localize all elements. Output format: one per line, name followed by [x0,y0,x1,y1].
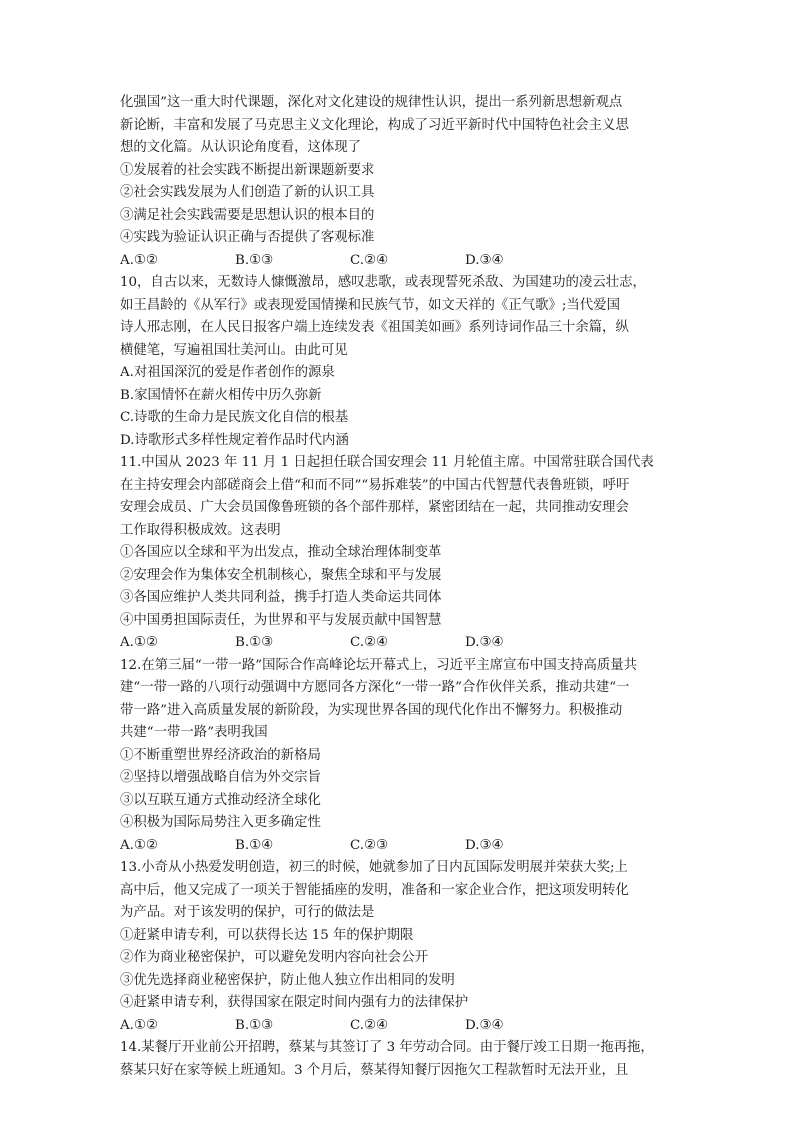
question-stem-line: 10，自古以来，无数诗人慷慨激昂，感叹悲歌，或表现誓死杀敌、为国建功的凌云壮志， [120,275,646,290]
question-stem-line: 想的文化篇。从认识论角度看，这体现了 [120,140,362,155]
question-stem-line: 安理会成员、广大会员国像鲁班锁的各个部件那样，紧密团结在一起，共同推动安理会 [120,500,629,515]
question-9 [120,92,680,272]
answer-options [120,1015,680,1038]
option-d: D.③④ [465,837,504,853]
answer-options [120,250,680,273]
question-stem-line: 高中后，他又完成了一项关于智能插座的发明，准备和一家企业合作，把这项发明转化 [120,882,629,898]
statement-item: ③各国应维护人类共同利益，携手打造人类命运共同体 [120,590,442,605]
question-11 [120,452,680,655]
statement-item: ③满足社会实践需要是思想认识的根本目的 [120,207,375,223]
question-stem-line: 共建“一带一路”表明我国 [120,725,268,740]
choice-b: B.家国情怀在薪火相传中历久弥新 [120,387,322,403]
statement-item: ④赶紧申请专利，获得国家在限定时间内强有力的法律保护 [120,995,469,1010]
question-stem-line: 11.中国从 2023 年 11 月 1 日起担任联合国安理会 11 月轮值主席。中国常驻联合国代表 [120,455,654,470]
question-stem-line: 在主持安理会内部磋商会上借“和而不同”“易拆难装”的中国古代智慧代表鲁班锁，呼吁 [120,477,630,493]
statement-item: ①发展着的社会实践不断提出新课题新要求 [120,162,375,178]
statement-item: ②安理会作为集体安全机制核心，聚焦全球和平与发展 [120,567,442,583]
question-stem-line: 工作取得积极成效。这表明 [120,522,281,538]
question-10 [120,272,680,452]
question-stem-line: 14.某餐厅开业前公开招聘，蔡某与其签订了 3 年劳动合同。由于餐厅竣工日期一拖再拖， [120,1040,654,1055]
option-a: A.①② [120,837,158,853]
option-c: C.②③ [350,837,389,853]
statement-item: ①赶紧申请专利，可以获得长达 15 年的保护期限 [120,927,414,943]
question-stem-line: 新论断，丰富和发展了马克思主义文化理论，构成了习近平新时代中国特色社会主义思 [120,117,629,133]
option-d: D.③④ [465,252,504,268]
option-c: C.②④ [350,635,389,650]
question-12 [120,655,680,858]
question-stem-line: 蔡某只好在家等候上班通知。3 个月后，蔡某得知餐厅因拖欠工程款暂时无法开业，且 [120,1062,629,1078]
statement-item: ②坚持以增强战略自信为外交宗旨 [120,770,321,785]
option-b: B.①③ [235,635,274,650]
question-stem-line: 横健笔，写遍祖国壮美河山。由此可见 [120,342,348,358]
answer-options [120,632,680,655]
statement-item: ④实践为验证认识正确与否提供了客观标准 [120,230,375,245]
statement-item: ①不断重塑世界经济政治的新格局 [120,747,321,763]
option-a: A.①② [120,635,158,650]
answer-options [120,835,680,858]
question-stem-line: 化强国”这一重大时代课题，深化对文化建设的规律性认识，提出一系列新思想新观点 [120,95,623,110]
choice-c: C.诗歌的生命力是民族文化自信的根基 [120,410,349,425]
statement-item: ③优先选择商业秘密保护，防止他人独立作出相同的发明 [120,972,455,988]
exam-page [120,92,680,1082]
option-c: C.②④ [350,252,389,268]
choice-a: A.对祖国深沉的爱是作者创作的源泉 [120,365,335,380]
option-a: A.①② [120,1017,158,1033]
question-13 [120,857,680,1037]
question-14 [120,1037,680,1082]
choice-d: D.诗歌形式多样性规定着作品时代内涵 [120,432,349,448]
statement-item: ②作为商业秘密保护，可以避免发明内容向社会公开 [120,950,428,965]
question-stem-line: 建“一带一路的八项行动强调中方愿同各方深化“一带一路”合作伙伴关系，推动共建“一 [120,680,630,695]
question-stem-line: 诗人邢志刚，在人民日报客户端上连续发表《祖国美如画》系列诗词作品三十余篇，纵 [120,320,629,335]
question-stem-line: 为产品。对于该发明的保护，可行的做法是 [120,905,375,920]
option-b: B.①④ [235,837,274,853]
statement-item: ③以互联互通方式推动经济全球化 [120,792,321,808]
option-b: B.①③ [235,1017,274,1033]
option-a: A.①② [120,252,158,268]
statement-item: ④中国勇担国际责任，为世界和平与发展贡献中国智慧 [120,612,442,628]
statement-item: ②社会实践发展为人们创造了新的认识工具 [120,185,375,200]
option-d: D.③④ [465,635,504,650]
option-b: B.①③ [235,252,274,268]
statement-item: ④积极为国际局势注入更多确定性 [120,815,321,830]
question-stem-line: 12.在第三届“一带一路”国际合作高峰论坛开幕式上，习近平主席宣布中国支持高质量共 [120,657,638,673]
question-stem-line: 带一路”进入高质量发展的新阶段，为实现世界各国的现代化作出不懈努力。积极推动 [120,702,623,718]
question-stem-line: 如王昌龄的《从军行》或表现爱国情操和民族气节，如文天祥的《正气歌》;当代爱国 [120,297,620,313]
option-d: D.③④ [465,1017,504,1033]
question-stem-line: 13.小奇从小热爱发明创造，初三的时候，她就参加了日内瓦国际发明展并荣获大奖;上 [120,860,628,875]
option-c: C.②④ [350,1017,389,1033]
statement-item: ①各国应以全球和平为出发点，推动全球治理体制变革 [120,545,442,560]
